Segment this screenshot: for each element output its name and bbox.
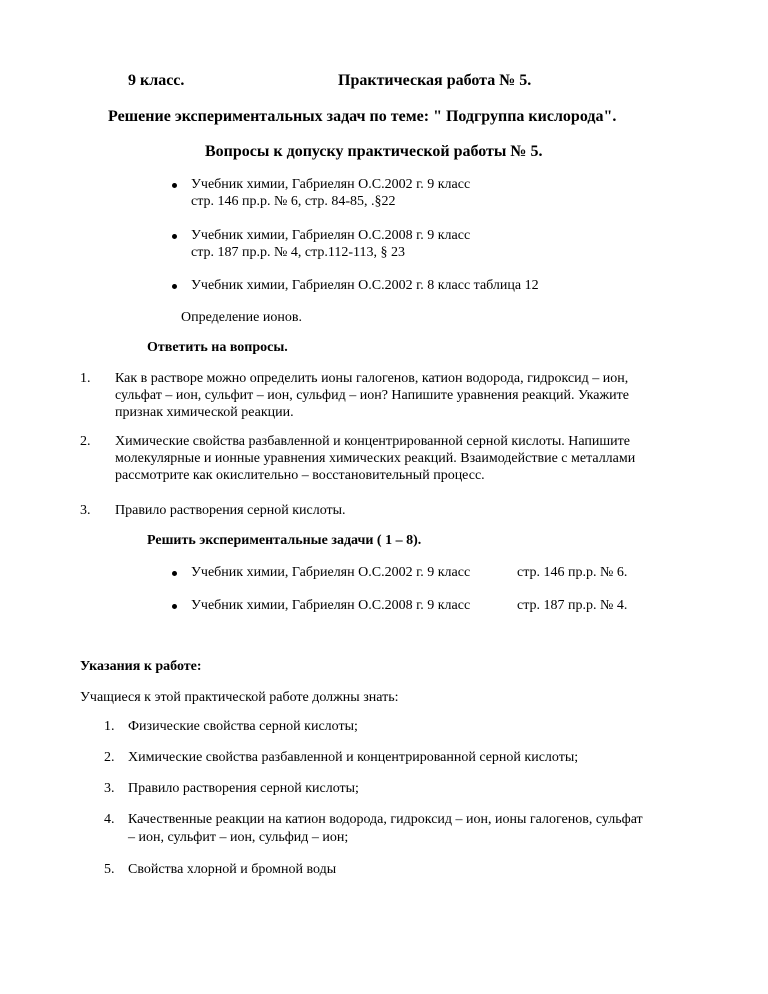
ion-definition: Определение ионов. — [181, 310, 302, 325]
question-line: молекулярные и ионные уравнения химических реакций. Взаимодействие с металлами — [115, 451, 636, 466]
knowledge-line: Качественные реакции на катион водорода, гидроксид – ион, ионы галогенов, сульфат — [128, 812, 643, 827]
bullet-icon — [172, 284, 177, 289]
knowledge-number: 2. — [104, 750, 115, 765]
knowledge-number: 5. — [104, 862, 115, 877]
knowledge-line: – ион, сульфит – ион, сульфид – ион; — [128, 830, 349, 845]
questions-heading: Ответить на вопросы. — [147, 340, 288, 355]
reference-line1: Учебник химии, Габриелян О.С.2002 г. 9 класс — [191, 177, 471, 192]
knowledge-line: Физические свойства серной кислоты; — [128, 719, 358, 734]
question-line: Правило растворения серной кислоты. — [115, 503, 346, 518]
question-line: признак химической реакции. — [115, 405, 294, 420]
question-line: Химические свойства разбавленной и концентрированной серной кислоты. Напишите — [115, 434, 630, 449]
reference-line2: стр. 187 пр.р. № 4, стр.112-113, § 23 — [191, 245, 405, 260]
knowledge-number: 4. — [104, 812, 115, 827]
knowledge-line: Правило растворения серной кислоты; — [128, 781, 359, 796]
knowledge-number: 1. — [104, 719, 115, 734]
knowledge-line: Свойства хлорной и бромной воды — [128, 862, 337, 877]
work-title: Практическая работа № 5. — [338, 72, 532, 89]
question-line: Как в растворе можно определить ионы галогенов, катион водорода, гидроксид – ион, — [115, 371, 629, 386]
reference-line1: Учебник химии, Габриелян О.С.2002 г. 8 класс таблица 12 — [191, 278, 539, 293]
task-book: Учебник химии, Габриелян О.С.2002 г. 9 класс — [191, 565, 471, 580]
instructions-intro: Учащиеся к этой практической работе должны знать: — [80, 690, 399, 705]
task-page: стр. 187 пр.р. № 4. — [517, 598, 628, 613]
question-number: 1. — [80, 371, 91, 386]
admission-title: Вопросы к допуску практической работы № 5. — [205, 143, 543, 160]
bullet-icon — [172, 183, 177, 188]
grade-label: 9 класс. — [128, 72, 185, 89]
subtitle: Решение экспериментальных задач по теме: " Подгруппа кислорода". — [108, 108, 617, 125]
reference-line2: стр. 146 пр.р. № 6, стр. 84-85, .§22 — [191, 194, 396, 209]
bullet-icon — [172, 234, 177, 239]
question-line: рассмотрите как окислительно – восстановительный процесс. — [115, 468, 485, 483]
bullet-icon — [172, 604, 177, 609]
reference-line1: Учебник химии, Габриелян О.С.2008 г. 9 класс — [191, 228, 471, 243]
knowledge-line: Химические свойства разбавленной и концентрированной серной кислоты; — [128, 750, 579, 765]
question-line: сульфат – ион, сульфит – ион, сульфид – ион? Напишите уравнения реакций. Укажите — [115, 388, 629, 403]
instructions-heading: Указания к работе: — [80, 659, 202, 674]
question-number: 3. — [80, 503, 91, 518]
task-page: стр. 146 пр.р. № 6. — [517, 565, 628, 580]
task-book: Учебник химии, Габриелян О.С.2008 г. 9 класс — [191, 598, 471, 613]
knowledge-number: 3. — [104, 781, 115, 796]
question-number: 2. — [80, 434, 91, 449]
tasks-heading: Решить экспериментальные задачи ( 1 – 8). — [147, 533, 422, 548]
bullet-icon — [172, 571, 177, 576]
